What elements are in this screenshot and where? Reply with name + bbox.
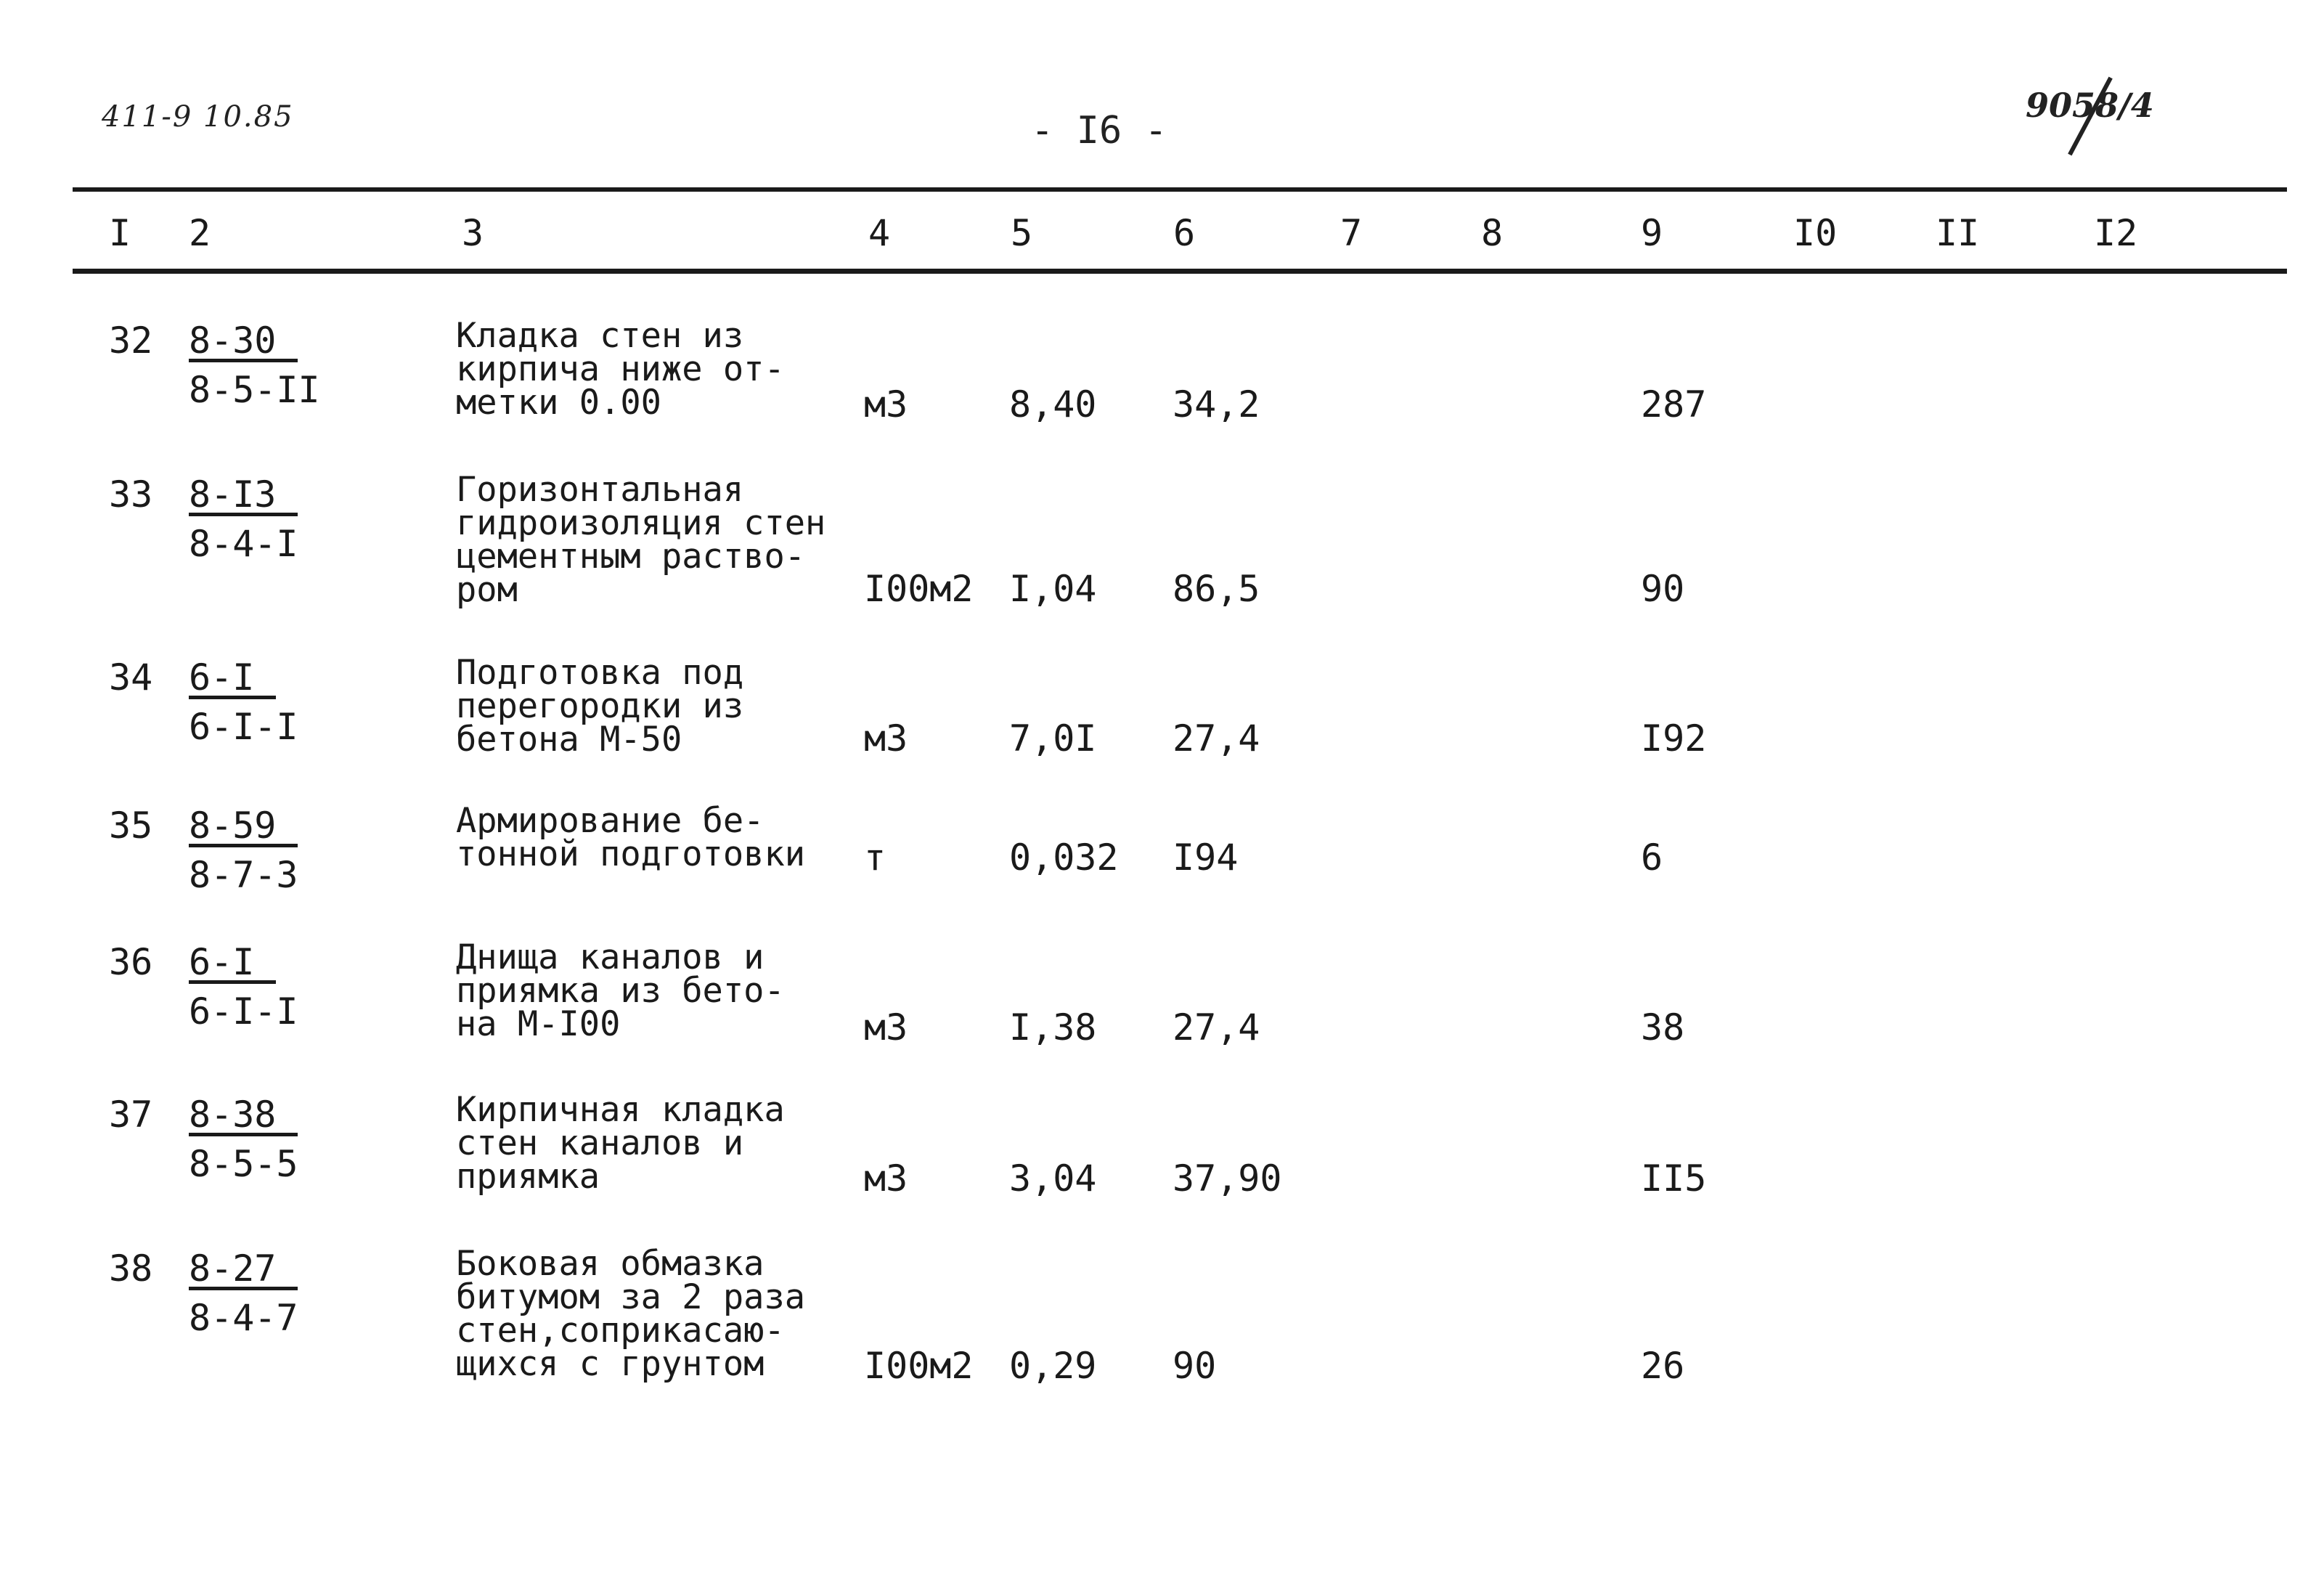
norm-code-bottom: 8-4-I: [189, 523, 298, 565]
norm-code-top: 6-I: [189, 941, 276, 984]
top-rule: [73, 187, 2287, 192]
unit-price: I94: [1173, 836, 1239, 879]
page-number: - I6 -: [1031, 109, 1167, 152]
archive-stamp: 9058/4: [2026, 86, 2154, 125]
total-cost: 90: [1641, 568, 1685, 610]
norm-code-top: 8-I3: [189, 473, 298, 516]
quantity: 0,29: [1009, 1345, 1097, 1387]
quantity: 0,032: [1009, 836, 1119, 879]
column-header-8: 8: [1481, 212, 1504, 254]
work-description: Днища каналов и приямка из бето- на М-I00: [456, 937, 785, 1044]
row-number: 34: [109, 656, 153, 699]
row-number: 33: [109, 473, 153, 516]
work-description: Боковая обмазка битумом за 2 раза стен,соприкасаю- щихся с грунтом: [456, 1244, 806, 1384]
norm-code-top: 8-27: [189, 1247, 298, 1290]
work-description: Кирпичная кладка стен каналов и приямка: [456, 1090, 785, 1197]
norm-code-bottom: 8-5-II: [189, 369, 320, 411]
unit-price: 27,4: [1173, 1006, 1260, 1049]
unit: м3: [864, 1006, 908, 1049]
unit-price: 27,4: [1173, 717, 1260, 760]
column-header-2: 2: [189, 212, 211, 254]
work-description: Горизонтальная гидроизоляция стен цементным раство- ром: [456, 470, 826, 610]
norm-code-bottom: 6-I-I: [189, 706, 298, 748]
quantity: I,04: [1009, 568, 1097, 610]
document-code: 411-9 10.85: [102, 100, 294, 134]
total-cost: 26: [1641, 1345, 1685, 1387]
column-header-4: 4: [868, 212, 891, 254]
total-cost: II5: [1641, 1157, 1707, 1200]
unit: т: [864, 836, 886, 879]
work-description: Армирование бе- тонной подготовки: [456, 801, 806, 874]
column-header-1: I: [109, 212, 131, 254]
column-header-11: II: [1936, 212, 1980, 254]
unit-price: 34,2: [1173, 383, 1260, 426]
column-header-5: 5: [1011, 212, 1033, 254]
norm-code-bottom: 8-4-7: [189, 1297, 298, 1339]
total-cost: I92: [1641, 717, 1707, 760]
column-header-10: I0: [1793, 212, 1838, 254]
quantity: 7,0I: [1009, 717, 1097, 760]
column-header-9: 9: [1641, 212, 1663, 254]
unit: м3: [864, 717, 908, 760]
norm-code-top: 6-I: [189, 656, 276, 699]
work-description: Кладка стен из кирпича ниже от- метки 0.00: [456, 316, 785, 423]
norm-code-top: 8-30: [189, 319, 298, 362]
unit: I00м2: [864, 568, 974, 610]
header-rule: [73, 269, 2287, 274]
norm-code-top: 8-59: [189, 805, 298, 847]
total-cost: 38: [1641, 1006, 1685, 1049]
column-header-7: 7: [1340, 212, 1363, 254]
unit: I00м2: [864, 1345, 974, 1387]
work-description: Подготовка под перегородки из бетона М-50: [456, 653, 744, 760]
quantity: I,38: [1009, 1006, 1097, 1049]
column-header-12: I2: [2094, 212, 2138, 254]
norm-code-bottom: 8-7-3: [189, 854, 298, 896]
norm-code-top: 8-38: [189, 1094, 298, 1136]
quantity: 3,04: [1009, 1157, 1097, 1200]
quantity: 8,40: [1009, 383, 1097, 426]
column-header-3: 3: [462, 212, 484, 254]
row-number: 35: [109, 805, 153, 847]
row-number: 32: [109, 319, 153, 362]
norm-code-bottom: 8-5-5: [189, 1143, 298, 1185]
column-header-6: 6: [1173, 212, 1196, 254]
total-cost: 287: [1641, 383, 1707, 426]
row-number: 38: [109, 1247, 153, 1290]
row-number: 37: [109, 1094, 153, 1136]
row-number: 36: [109, 941, 153, 983]
total-cost: 6: [1641, 836, 1663, 879]
unit: м3: [864, 1157, 908, 1200]
unit-price: 86,5: [1173, 568, 1260, 610]
unit-price: 37,90: [1173, 1157, 1282, 1200]
unit: м3: [864, 383, 908, 426]
unit-price: 90: [1173, 1345, 1217, 1387]
norm-code-bottom: 6-I-I: [189, 990, 298, 1033]
